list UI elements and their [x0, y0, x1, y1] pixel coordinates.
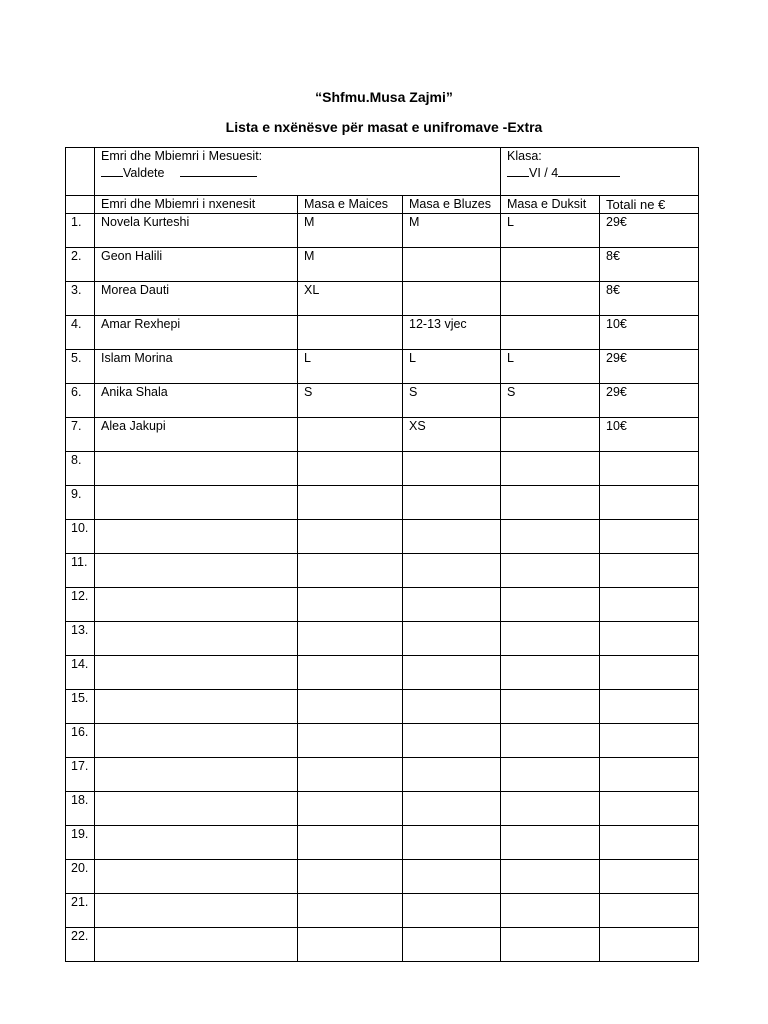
- table-row: [66, 350, 699, 384]
- total-amount: [600, 622, 699, 656]
- class-label: Klasa:: [507, 149, 542, 163]
- class-cell: [501, 148, 699, 196]
- shirt-size: M: [298, 248, 403, 282]
- table-row: [66, 724, 699, 758]
- shirt-size: [298, 928, 403, 962]
- blouse-size: [403, 860, 501, 894]
- row-number: 19.: [66, 826, 95, 860]
- blouse-size: 12-13 vjec: [403, 316, 501, 350]
- blouse-size: [403, 554, 501, 588]
- student-name: [95, 758, 298, 792]
- blouse-size: [403, 452, 501, 486]
- class-value: VI / 4: [529, 166, 559, 180]
- blouse-size: [403, 758, 501, 792]
- student-name: [95, 724, 298, 758]
- tracksuit-size: [501, 826, 600, 860]
- row-number: 13.: [66, 622, 95, 656]
- row-number: 22.: [66, 928, 95, 962]
- teacher-cell: [95, 148, 501, 196]
- column-header-row: [66, 196, 699, 214]
- blouse-size: [403, 690, 501, 724]
- document-title: Lista e nxënësve për masat e unifromave -Extra: [225, 119, 543, 135]
- tracksuit-size: [501, 724, 600, 758]
- table-row: [66, 452, 699, 486]
- student-name: Novela Kurteshi: [95, 214, 298, 248]
- row-number: 4.: [66, 316, 95, 350]
- row-number: 17.: [66, 758, 95, 792]
- tracksuit-size: [501, 928, 600, 962]
- shirt-size: XL: [298, 282, 403, 316]
- total-amount: [600, 758, 699, 792]
- student-name: [95, 622, 298, 656]
- table-row: [66, 690, 699, 724]
- shirt-size: L: [298, 350, 403, 384]
- student-name: [95, 656, 298, 690]
- total-amount: [600, 792, 699, 826]
- row-number: 5.: [66, 350, 95, 384]
- row-number: 1.: [66, 214, 95, 248]
- student-name: [95, 520, 298, 554]
- tracksuit-size: [501, 282, 600, 316]
- total-amount: [600, 690, 699, 724]
- shirt-size: [298, 622, 403, 656]
- tracksuit-size: L: [501, 214, 600, 248]
- uniform-size-table: [65, 147, 699, 962]
- table-row: [66, 214, 699, 248]
- table-row: [66, 520, 699, 554]
- table-row: [66, 860, 699, 894]
- tracksuit-size: [501, 520, 600, 554]
- tracksuit-size: [501, 894, 600, 928]
- table-row: [66, 554, 699, 588]
- row-number: 11.: [66, 554, 95, 588]
- blank-line: [101, 164, 123, 177]
- tracksuit-size: [501, 588, 600, 622]
- table-row: [66, 418, 699, 452]
- shirt-size: [298, 554, 403, 588]
- total-amount: [600, 656, 699, 690]
- table-row: [66, 894, 699, 928]
- teacher-label: Emri dhe Mbiemri i Mesuesit:: [101, 149, 263, 163]
- row-number: 21.: [66, 894, 95, 928]
- tracksuit-size: [501, 452, 600, 486]
- student-name: [95, 690, 298, 724]
- table-row: [66, 486, 699, 520]
- shirt-size: [298, 724, 403, 758]
- row-number: 6.: [66, 384, 95, 418]
- table-row: [66, 316, 699, 350]
- shirt-size: [298, 520, 403, 554]
- header-number-cell: [66, 196, 95, 214]
- row-number: 7.: [66, 418, 95, 452]
- shirt-size: [298, 418, 403, 452]
- blouse-size: [403, 486, 501, 520]
- blouse-size: [403, 248, 501, 282]
- shirt-size: [298, 690, 403, 724]
- table-row: [66, 248, 699, 282]
- blouse-size: [403, 928, 501, 962]
- table-row: [66, 588, 699, 622]
- student-name: [95, 928, 298, 962]
- header-tracksuit-size: Masa e Duksit: [501, 196, 600, 214]
- table-row: [66, 826, 699, 860]
- total-amount: 10€: [600, 418, 699, 452]
- school-name: “Shfmu.Musa Zajmi”: [315, 89, 453, 105]
- blouse-size: [403, 826, 501, 860]
- shirt-size: [298, 758, 403, 792]
- shirt-size: [298, 316, 403, 350]
- student-name: Islam Morina: [95, 350, 298, 384]
- shirt-size: [298, 452, 403, 486]
- student-name: Alea Jakupi: [95, 418, 298, 452]
- student-name: [95, 554, 298, 588]
- student-name: [95, 826, 298, 860]
- tracksuit-size: L: [501, 350, 600, 384]
- blouse-size: [403, 792, 501, 826]
- tracksuit-size: [501, 758, 600, 792]
- shirt-size: [298, 588, 403, 622]
- total-amount: 10€: [600, 316, 699, 350]
- total-amount: [600, 928, 699, 962]
- blouse-size: S: [403, 384, 501, 418]
- row-number: 14.: [66, 656, 95, 690]
- total-amount: [600, 452, 699, 486]
- meta-row: [66, 148, 699, 196]
- row-number: 3.: [66, 282, 95, 316]
- blank-line: [558, 164, 620, 177]
- row-number: 16.: [66, 724, 95, 758]
- total-amount: [600, 826, 699, 860]
- student-name: [95, 588, 298, 622]
- total-amount: [600, 724, 699, 758]
- header-student-name: Emri dhe Mbiemri i nxenesit: [95, 196, 298, 214]
- header-shirt-size: Masa e Maices: [298, 196, 403, 214]
- row-number: 9.: [66, 486, 95, 520]
- total-amount: 29€: [600, 384, 699, 418]
- shirt-size: S: [298, 384, 403, 418]
- tracksuit-size: [501, 418, 600, 452]
- total-amount: 8€: [600, 248, 699, 282]
- tracksuit-size: [501, 316, 600, 350]
- table-row: [66, 622, 699, 656]
- tracksuit-size: [501, 622, 600, 656]
- table-row: [66, 792, 699, 826]
- total-amount: [600, 554, 699, 588]
- blank-line: [180, 164, 257, 177]
- total-amount: [600, 520, 699, 554]
- header-blouse-size: Masa e Bluzes: [403, 196, 501, 214]
- blouse-size: XS: [403, 418, 501, 452]
- header-total: Totali ne €: [600, 196, 699, 214]
- total-amount: [600, 588, 699, 622]
- total-amount: [600, 486, 699, 520]
- shirt-size: [298, 792, 403, 826]
- blank-line: [507, 164, 529, 177]
- shirt-size: [298, 860, 403, 894]
- row-number: 10.: [66, 520, 95, 554]
- table-row: [66, 656, 699, 690]
- student-name: Morea Dauti: [95, 282, 298, 316]
- row-number: 8.: [66, 452, 95, 486]
- shirt-size: [298, 826, 403, 860]
- student-name: [95, 860, 298, 894]
- row-number: 2.: [66, 248, 95, 282]
- tracksuit-size: [501, 248, 600, 282]
- table-row: [66, 928, 699, 962]
- total-amount: 29€: [600, 214, 699, 248]
- teacher-line: [101, 164, 494, 181]
- teacher-name: Valdete: [123, 166, 165, 180]
- total-amount: 29€: [600, 350, 699, 384]
- blouse-size: [403, 588, 501, 622]
- blouse-size: M: [403, 214, 501, 248]
- total-amount: 8€: [600, 282, 699, 316]
- tracksuit-size: [501, 486, 600, 520]
- blouse-size: L: [403, 350, 501, 384]
- tracksuit-size: [501, 690, 600, 724]
- shirt-size: [298, 656, 403, 690]
- student-name: Geon Halili: [95, 248, 298, 282]
- shirt-size: M: [298, 214, 403, 248]
- meta-number-cell: [66, 148, 95, 196]
- tracksuit-size: [501, 792, 600, 826]
- shirt-size: [298, 894, 403, 928]
- shirt-size: [298, 486, 403, 520]
- row-number: 12.: [66, 588, 95, 622]
- tracksuit-size: [501, 860, 600, 894]
- total-amount: [600, 894, 699, 928]
- blouse-size: [403, 622, 501, 656]
- blouse-size: [403, 282, 501, 316]
- row-number: 15.: [66, 690, 95, 724]
- tracksuit-size: S: [501, 384, 600, 418]
- class-line: [507, 164, 692, 181]
- student-name: [95, 452, 298, 486]
- blouse-size: [403, 724, 501, 758]
- total-amount: [600, 860, 699, 894]
- blouse-size: [403, 520, 501, 554]
- blouse-size: [403, 656, 501, 690]
- student-name: [95, 894, 298, 928]
- student-name: Amar Rexhepi: [95, 316, 298, 350]
- tracksuit-size: [501, 656, 600, 690]
- row-number: 20.: [66, 860, 95, 894]
- tracksuit-size: [501, 554, 600, 588]
- table-row: [66, 384, 699, 418]
- table-row: [66, 758, 699, 792]
- blouse-size: [403, 894, 501, 928]
- student-name: [95, 486, 298, 520]
- student-name: Anika Shala: [95, 384, 298, 418]
- row-number: 18.: [66, 792, 95, 826]
- student-name: [95, 792, 298, 826]
- table-row: [66, 282, 699, 316]
